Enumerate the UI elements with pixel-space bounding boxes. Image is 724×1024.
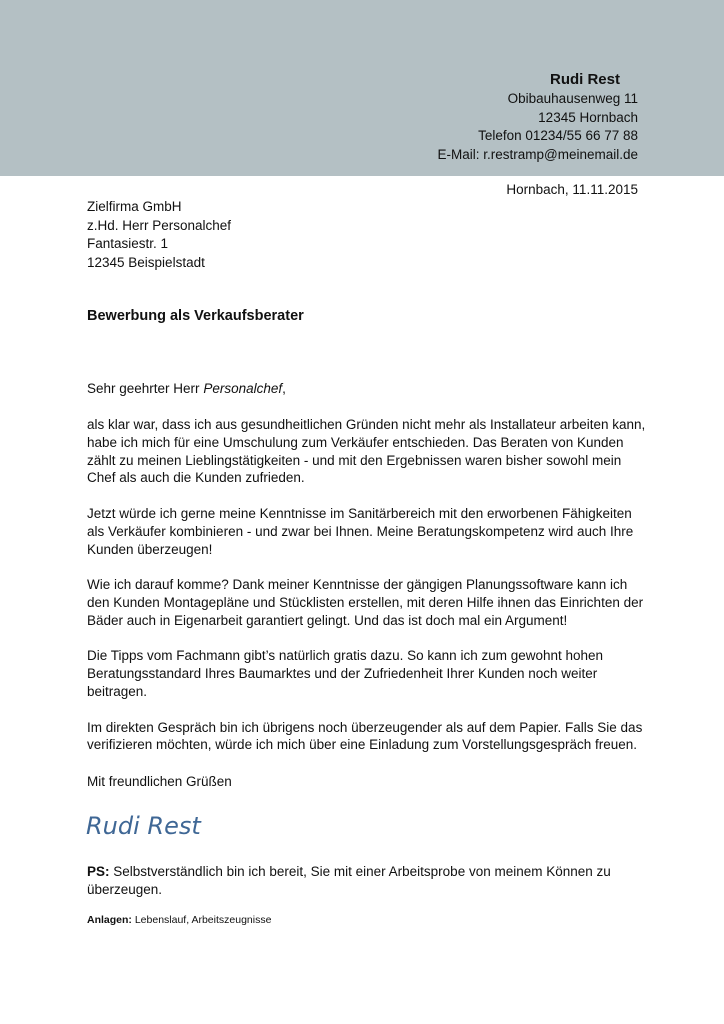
recipient-street: Fantasiestr. 1 [87, 236, 169, 251]
sender-email: E-Mail: r.restramp@meinemail.de [437, 146, 638, 162]
sender-address-block [238, 70, 638, 164]
closing-line: Mit freundlichen Grüßen [87, 774, 232, 789]
salutation-suffix: , [282, 381, 286, 396]
postscript [87, 863, 647, 899]
attachments-text: Lebenslauf, Arbeitszeugnisse [131, 914, 272, 926]
salutation [87, 380, 286, 398]
sender-city: 12345 Hornbach [538, 109, 638, 125]
body-paragraph: als klar war, dass ich aus gesundheitlichen Gründen nicht mehr als Installateur arbeiten kann, habe ich mich für eine Umschulung zum Verkäufer entschieden. Das Beraten von Kunden zählt zu meinen Lieblingstätigkeiten - und mit den Ergebnissen waren bisher sowohl mein Chef als auch die Kunden zufrieden. [87, 417, 646, 486]
sender-street: Obibauhausenweg 11 [507, 91, 638, 106]
attachments-label: Anlagen: [87, 914, 132, 926]
letter-body [87, 416, 647, 772]
recipient-address-block [87, 198, 231, 272]
recipient-city: 12345 Beispielstadt [87, 254, 205, 270]
body-paragraph: Die Tipps vom Fachmann gibt’s natürlich gratis dazu. So kann ich zum gewohnt hohen Beratungsstandard Ihres Baumarktes und der Zufriedenheit Ihrer Kunden noch weiter beitragen. [87, 648, 604, 699]
ps-text: Selbstverständlich bin ich bereit, Sie mit einer Arbeitsprobe von meinem Können zu überzeugen. [87, 864, 611, 897]
recipient-attention: z.Hd. Herr Personalchef [87, 217, 232, 233]
sender-name: Rudi Rest [549, 71, 620, 88]
letter-date: Hornbach, 11.11.2015 [506, 182, 638, 197]
body-paragraph: Wie ich darauf komme? Dank meiner Kenntnisse der gängigen Planungssoftware kann ich den Kunden Montagepläne und Stücklisten erstellen, mit deren Hilfe ihnen das Einrichten der Bäder auch in Eigenarbeit garantiert gelingt. Und das ist doch mal ein Argument! [87, 577, 644, 628]
attachments-line [87, 913, 271, 927]
salutation-name: Personalchef [203, 381, 283, 396]
ps-label: PS: [87, 864, 110, 879]
recipient-company: Zielfirma GmbH [87, 199, 182, 214]
salutation-prefix: Sehr geehrter Herr [87, 381, 204, 396]
letter-subject: Bewerbung als Verkaufsberater [87, 308, 304, 324]
sender-phone: Telefon 01234/55 66 77 88 [478, 128, 638, 143]
body-paragraph: Im direkten Gespräch bin ich übrigens noch überzeugender als auf dem Papier. Falls Sie das verifizieren möchten, würde ich mich über eine Einladung zum Vorstellungsgespräch freuen. [87, 719, 643, 753]
signature: Rudi Rest [86, 812, 201, 840]
body-paragraph: Jetzt würde ich gerne meine Kenntnisse im Sanitärbereich mit den erworbenen Fähigkeiten als Verkäufer kombinieren - und zwar bei Ihnen. Meine Beratungskompetenz wird auch Ihre Kunden überzeugen! [87, 505, 634, 557]
